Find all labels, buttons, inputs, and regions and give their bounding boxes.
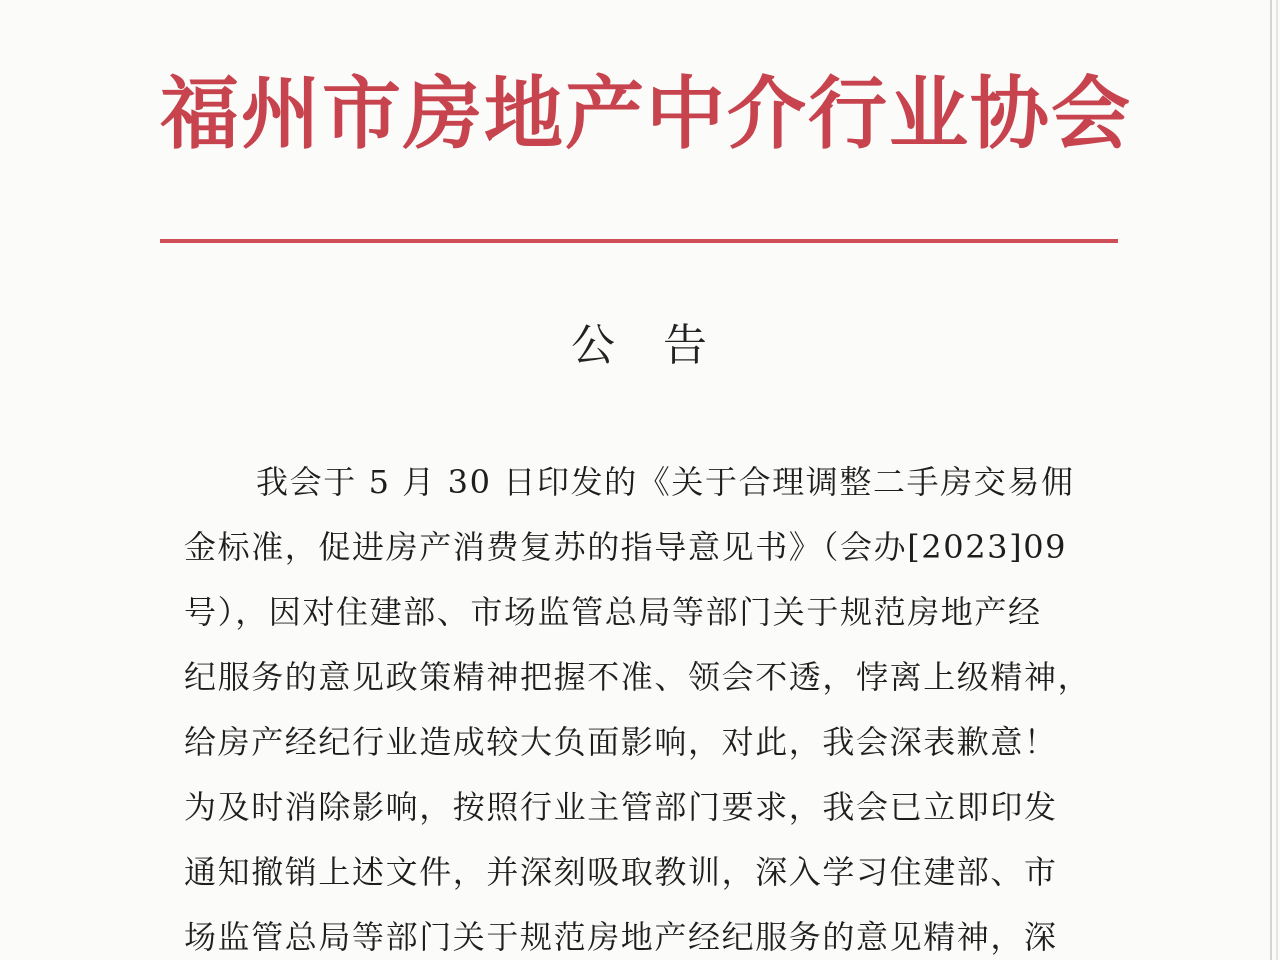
body-line: 号），因对住建部、市场监管总局等部门关于规范房地产经 bbox=[184, 593, 1042, 631]
body-line: 场监管总局等部门关于规范房地产经纪服务的意见精神，深 bbox=[184, 918, 1058, 956]
body-line: 我会于 5 月 30 日印发的《关于合理调整二手房交易佣 bbox=[256, 463, 1075, 501]
letterhead-organization-name: 福州市房地产中介行业协会 bbox=[160, 67, 1132, 160]
body-line: 为及时消除影响，按照行业主管部门要求，我会已立即印发 bbox=[184, 788, 1058, 826]
body-line: 纪服务的意见政策精神把握不准、领会不透，悖离上级精神， bbox=[184, 658, 1092, 696]
body-line: 金标准，促进房产消费复苏的指导意见书》（会办[2023]09 bbox=[184, 528, 1068, 566]
letterhead-red-rule bbox=[160, 239, 1118, 243]
body-line: 通知撤销上述文件，并深刻吸取教训，深入学习住建部、市 bbox=[184, 853, 1058, 891]
body-line: 给房产经纪行业造成较大负面影响，对此，我会深表歉意！ bbox=[184, 723, 1058, 761]
notice-heading: 公 告 bbox=[571, 320, 709, 371]
page-edge-shadow-outer bbox=[1276, 0, 1278, 960]
notice-body bbox=[184, 450, 1092, 960]
page-edge-shadow bbox=[1270, 0, 1272, 960]
